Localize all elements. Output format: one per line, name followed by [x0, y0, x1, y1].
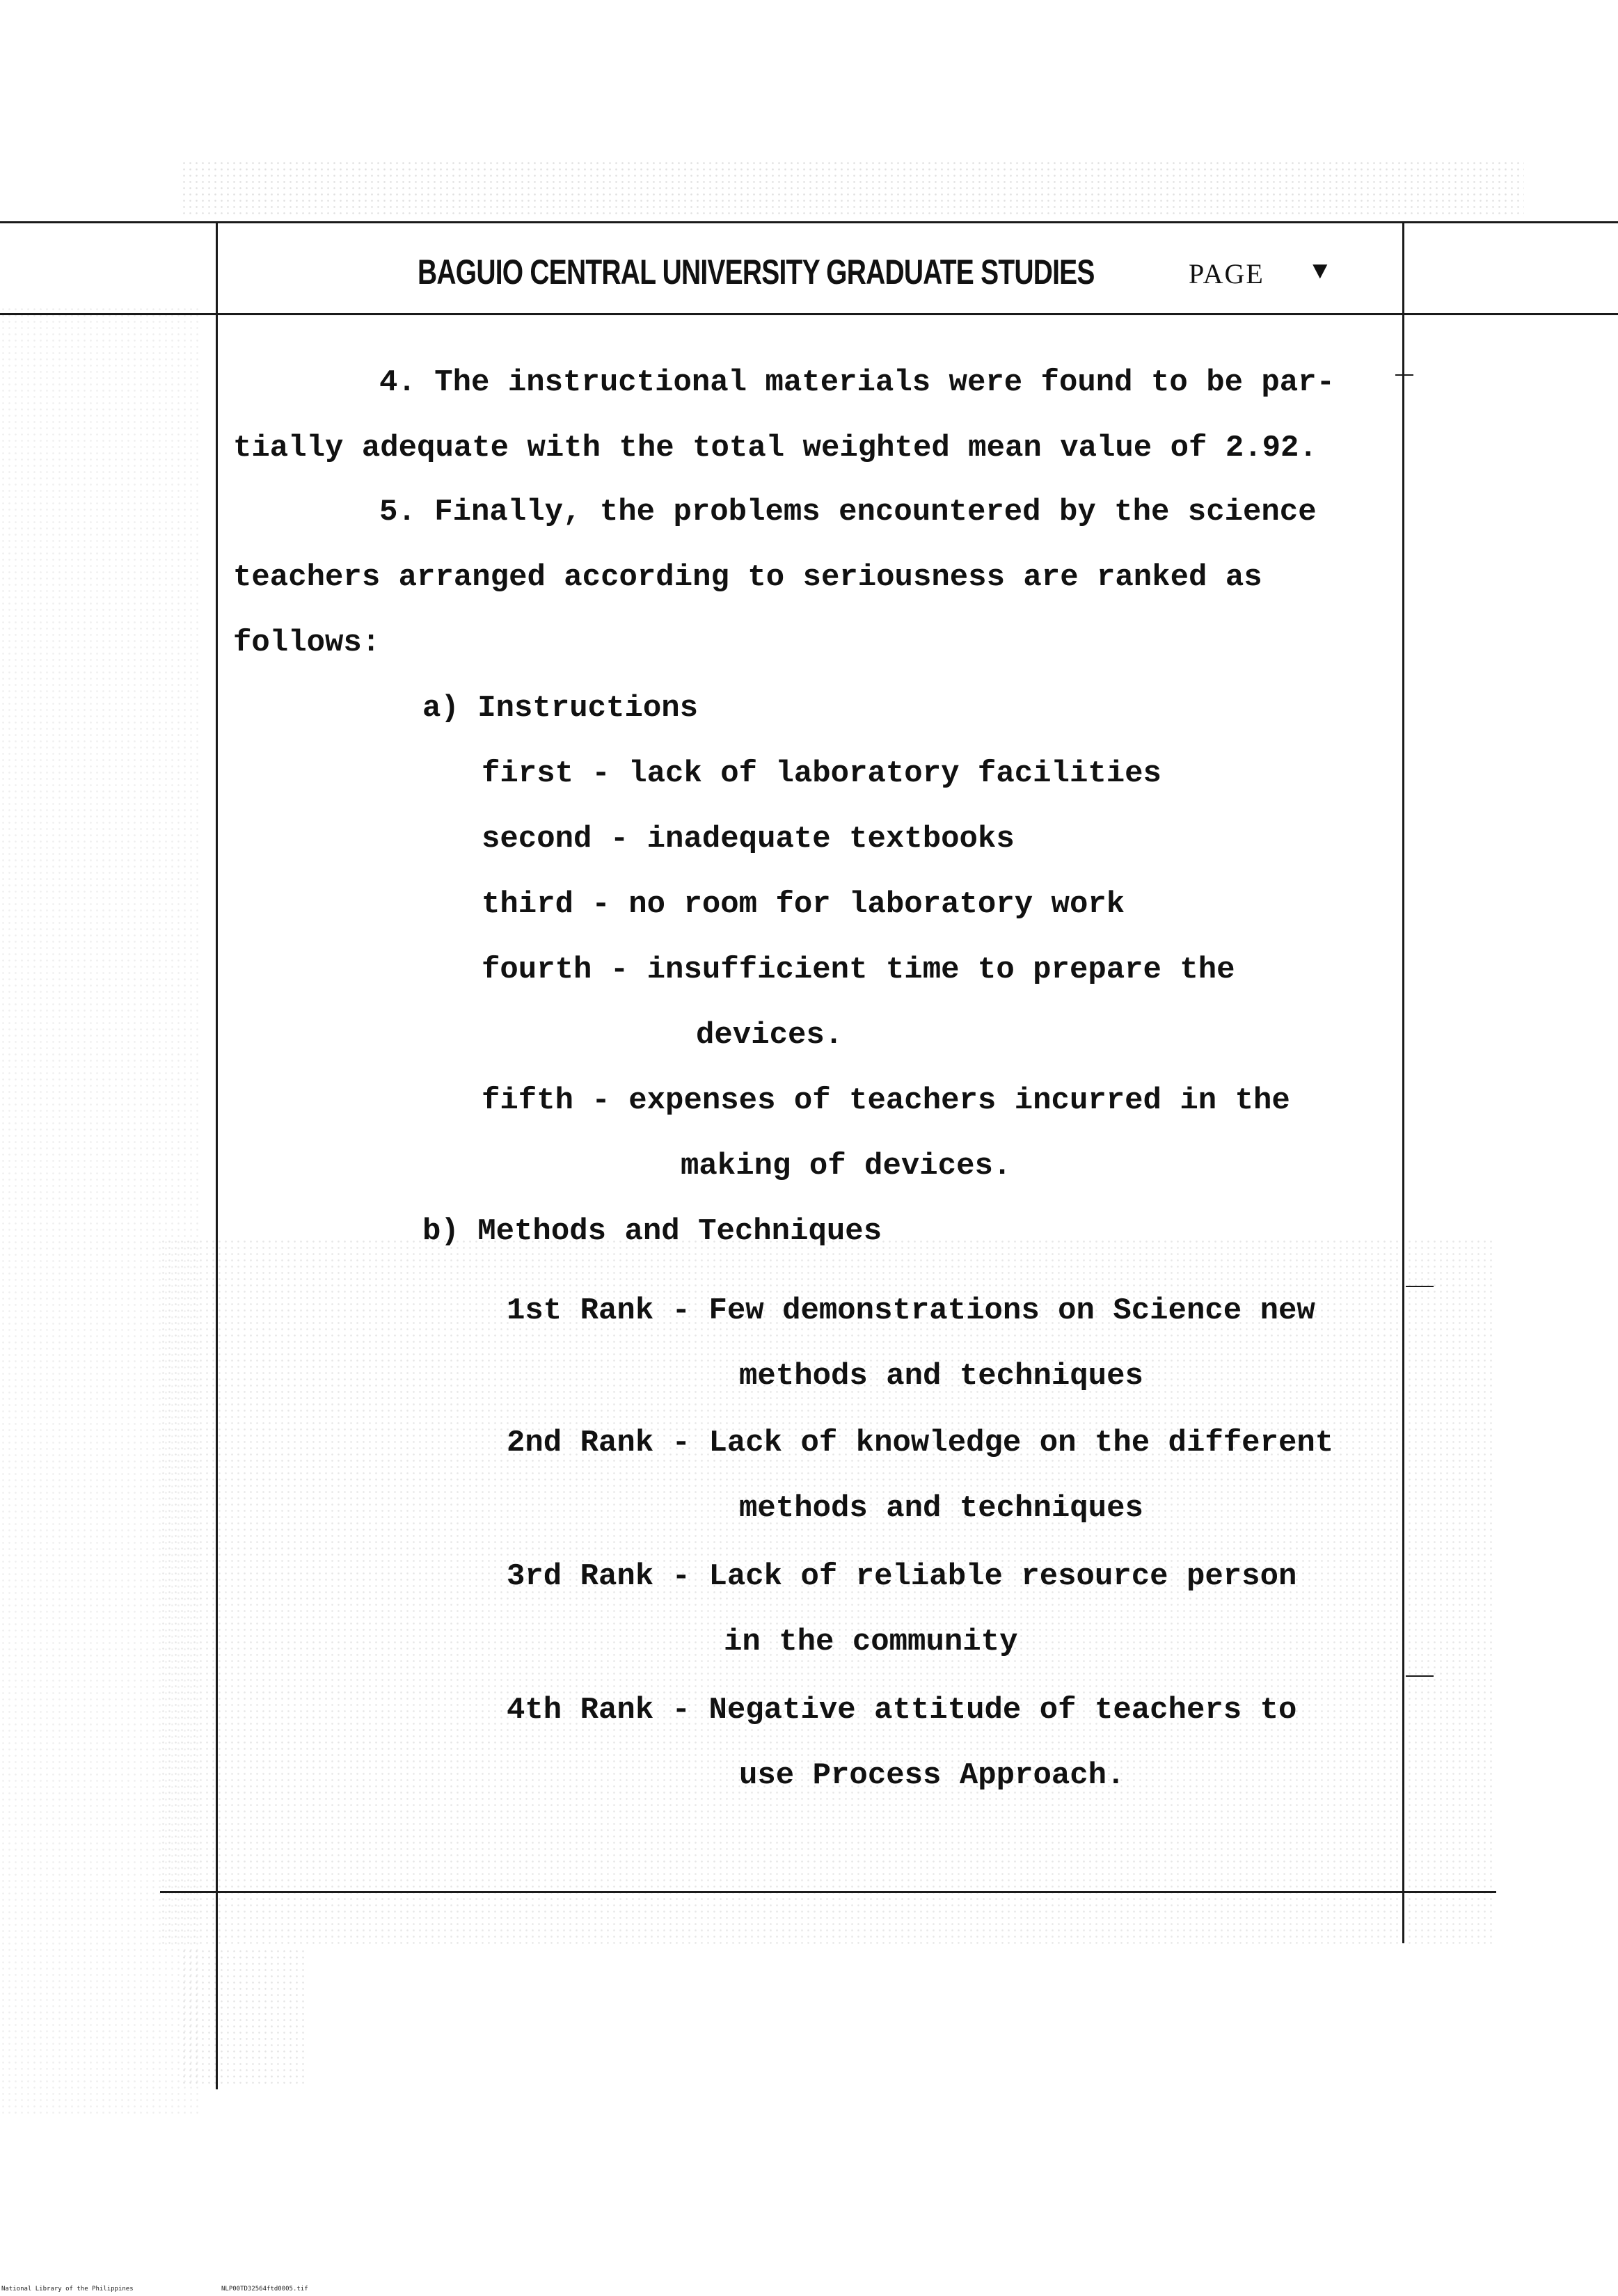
header-bottom-rule	[0, 313, 1618, 315]
finding-5-line-2: teachers arranged according to seriousness are ranked as	[233, 560, 1262, 595]
scan-noise-top	[181, 160, 1524, 216]
method-rank-1-cont: methods and techniques	[739, 1359, 1143, 1394]
method-rank-3: 3rd Rank - Lack of reliable resource person	[507, 1559, 1297, 1594]
right-margin-rule	[1402, 221, 1404, 1943]
method-rank-4: 4th Rank - Negative attitude of teachers to	[507, 1693, 1297, 1728]
left-margin-rule	[216, 221, 218, 2089]
instruction-fifth-cont: making of devices.	[681, 1149, 1012, 1183]
right-tick-1	[1395, 374, 1413, 376]
top-rule	[0, 221, 1618, 223]
page-label: PAGE	[1189, 258, 1264, 289]
finding-4-line-2: tially adequate with the total weighted mean value of 2.92.	[233, 431, 1317, 465]
instruction-second: second - inadequate textbooks	[482, 822, 1015, 856]
right-tick-2	[1406, 1286, 1434, 1287]
scan-noise-lower-left	[181, 1948, 306, 2087]
finding-5-line-3: follows:	[233, 625, 381, 660]
method-rank-2: 2nd Rank - Lack of knowledge on the different	[507, 1426, 1334, 1460]
instruction-fourth-cont: devices.	[696, 1018, 843, 1053]
university-header-title: BAGUIO CENTRAL UNIVERSITY GRADUATE STUDIES	[418, 253, 1095, 292]
bottom-rule	[160, 1891, 1496, 1893]
instruction-fifth: fifth - expenses of teachers incurred in the	[482, 1083, 1290, 1118]
method-rank-3-cont: in the community	[724, 1625, 1018, 1659]
method-rank-2-cont: methods and techniques	[739, 1491, 1143, 1526]
instruction-first: first - lack of laboratory facilities	[482, 756, 1161, 791]
method-rank-4-cont: use Process Approach.	[739, 1758, 1125, 1793]
right-tick-3	[1406, 1675, 1434, 1677]
instruction-fourth: fourth - insufficient time to prepare the	[482, 952, 1235, 987]
footer-file: NLP00TD32564ftd0005.tif	[221, 2286, 308, 2293]
finding-5-line-1: 5. Finally, the problems encountered by the science	[379, 495, 1317, 529]
instruction-third: third - no room for laboratory work	[482, 887, 1125, 922]
section-a-heading: a) Instructions	[422, 691, 699, 726]
method-rank-1: 1st Rank - Few demonstrations on Science new	[507, 1293, 1315, 1328]
finding-4-line-1: 4. The instructional materials were found to be par-	[379, 365, 1335, 400]
footer-library: National Library of the Philippines	[1, 2286, 134, 2293]
section-b-heading: b) Methods and Techniques	[422, 1214, 882, 1249]
page-marker-icon: ▼	[1312, 257, 1328, 286]
